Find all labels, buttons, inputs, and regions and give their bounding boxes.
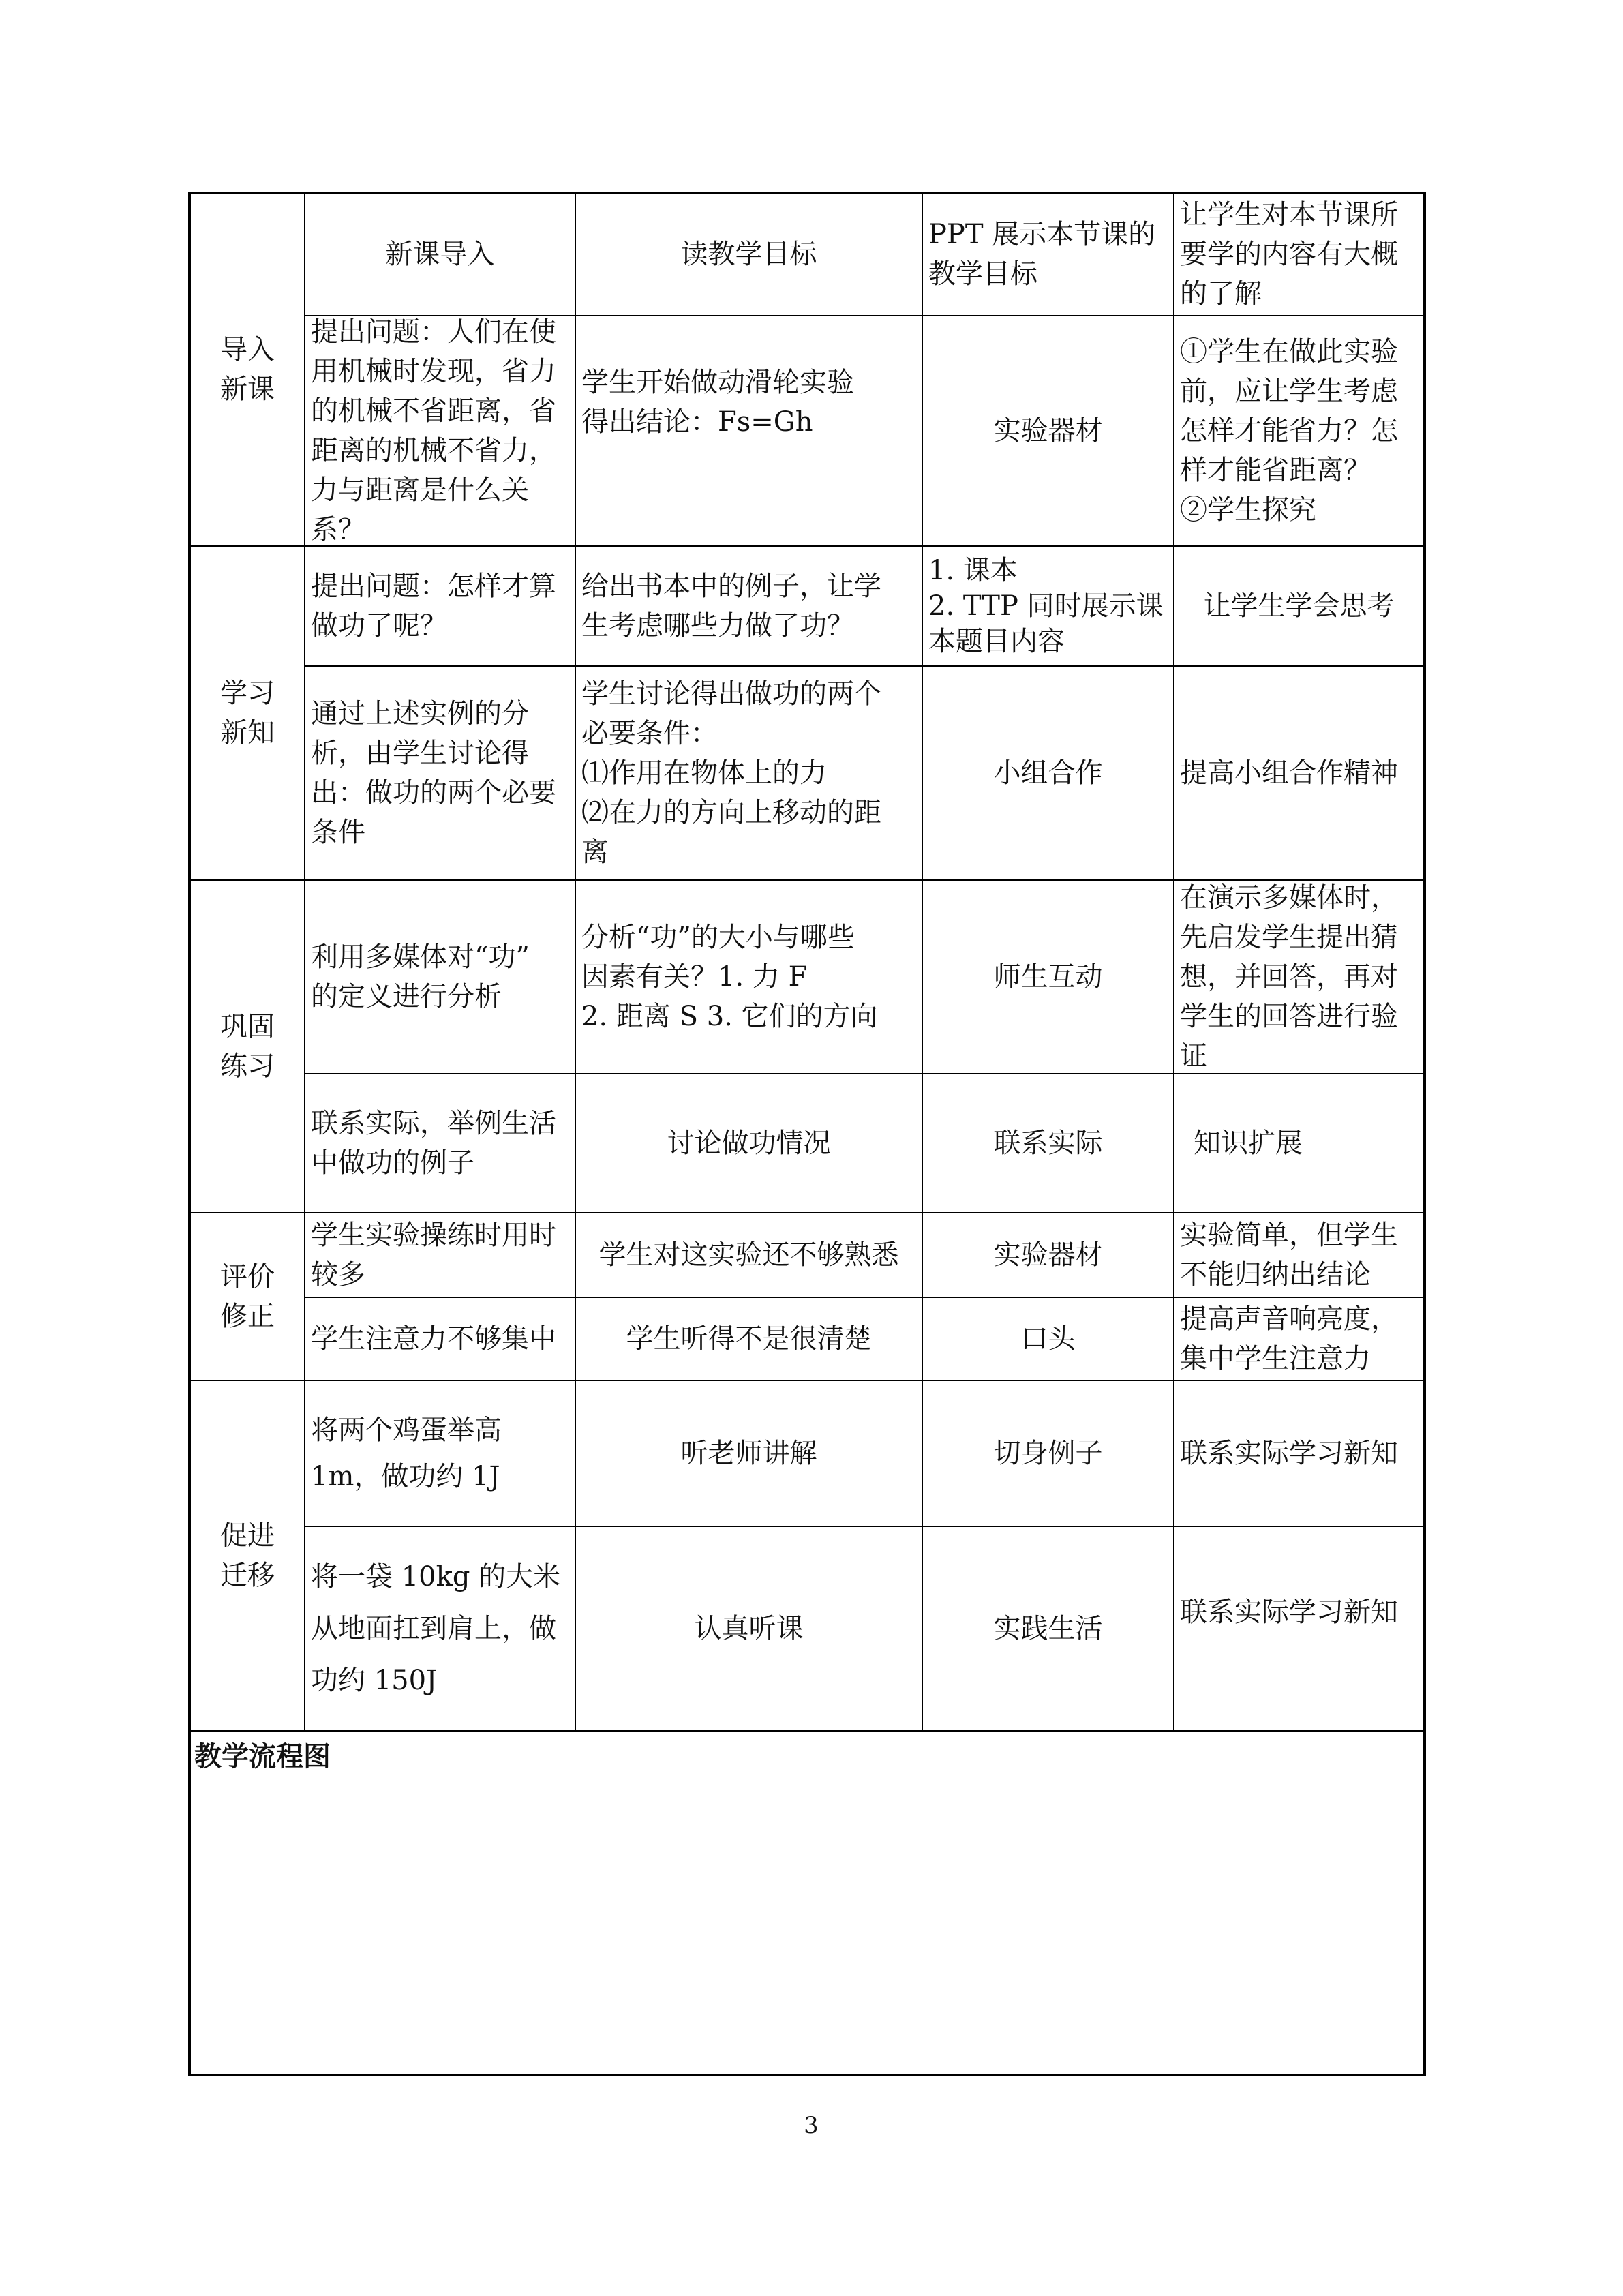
section-label: 促进 迁移: [220, 1520, 275, 1591]
row-divider: [188, 1730, 1426, 1732]
section-label: 巩固 练习: [220, 1011, 275, 1082]
table-cell: 学生注意力不够集中: [311, 1323, 556, 1355]
table-cell: 将一袋 10kg 的大米 从地面扛到肩上，做 功约 150J: [311, 1561, 561, 1696]
table-cell: 在演示多媒体时， 先启发学生提出猜 想，并回答，再对 学生的回答进行验 证: [1180, 882, 1398, 1072]
table-cell: 提高声音响亮度， 集中学生注意力: [1180, 1303, 1398, 1374]
table-cell: 联系实际学习新知: [1180, 1597, 1398, 1628]
table-cell: 联系实际学习新知: [1180, 1438, 1398, 1469]
table-cell: 切身例子: [993, 1438, 1103, 1469]
table-cell: 学生听得不是很清楚: [626, 1323, 872, 1355]
table-cell: 让学生学会思考: [1203, 590, 1395, 622]
table-cell: 学生讨论得出做功的两个 必要条件： ⑴作用在物体上的力 ⑵在力的方向上移动的距 离: [581, 678, 881, 868]
table-border-bottom: [188, 2074, 1426, 2076]
table-cell: 实验器材: [993, 1239, 1103, 1271]
table-cell: 通过上述实例的分 析，由学生讨论得 出：做功的两个必要 条件: [311, 698, 556, 848]
table-cell: 实践生活: [993, 1613, 1103, 1644]
table-cell: 口头: [1020, 1323, 1076, 1355]
table-cell: 新课导入: [385, 239, 495, 270]
table-cell: 提高小组合作精神: [1180, 757, 1398, 789]
flow-chart-title: 教学流程图: [194, 1740, 331, 1772]
table-border-right: [1423, 192, 1426, 2076]
table-cell: 学生开始做动滑轮实验 得出结论：Fs=Gh: [581, 367, 854, 438]
table-cell: 实验简单，但学生 不能归纳出结论: [1180, 1220, 1398, 1290]
table-cell: 给出书本中的例子，让学 生考虑哪些力做了功？: [581, 571, 881, 641]
table-cell: 师生互动: [993, 961, 1103, 993]
page-number: 3: [804, 2112, 819, 2139]
section-label: 学习 新知: [220, 678, 275, 749]
section-label: 导入 新课: [220, 334, 275, 405]
table-cell: 联系实际，举例生活 中做功的例子: [311, 1108, 556, 1179]
table-cell: ①学生在做此实验 前，应让学生考虑 怎样才能省力？怎 样才能省距离？ ②学生探究: [1180, 336, 1398, 526]
table-cell: 读教学目标: [680, 239, 817, 270]
table-cell: 实验器材: [993, 415, 1103, 447]
table-cell: 联系实际: [993, 1128, 1103, 1159]
table-cell: 利用多媒体对“功” 的定义进行分析: [311, 941, 530, 1012]
table-cell: 学生实验操练时用时 较多: [311, 1220, 556, 1290]
table-cell: 1. 课本 2. TTP 同时展示课 本题目内容: [928, 555, 1164, 657]
table-cell: 提出问题：人们在使 用机械时发现，省力 的机械不省距离，省 距离的机械不省力， 力与距离是什么关 系？: [311, 316, 556, 545]
table-cell: PPT 展示本节课的 教学目标: [928, 219, 1156, 290]
table-cell: 讨论做功情况: [667, 1128, 831, 1159]
section-label: 评价 修正: [220, 1261, 275, 1332]
table-cell: 将两个鸡蛋举高 1m，做功约 1J: [311, 1415, 502, 1492]
table-cell: 知识扩展: [1194, 1128, 1303, 1159]
table-cell: 认真听课: [694, 1613, 804, 1644]
table-cell: 让学生对本节课所 要学的内容有大概 的了解: [1180, 199, 1398, 309]
table-cell: 学生对这实验还不够熟悉: [598, 1239, 899, 1271]
table-cell: 听老师讲解: [680, 1438, 817, 1469]
table-cell: 小组合作: [993, 757, 1103, 789]
table-cell: 分析“功”的大小与哪些 因素有关？1. 力 F 2. 距离 S 3. 它们的方向: [581, 922, 878, 1032]
table-cell: 提出问题：怎样才算 做功了呢？: [311, 571, 556, 641]
